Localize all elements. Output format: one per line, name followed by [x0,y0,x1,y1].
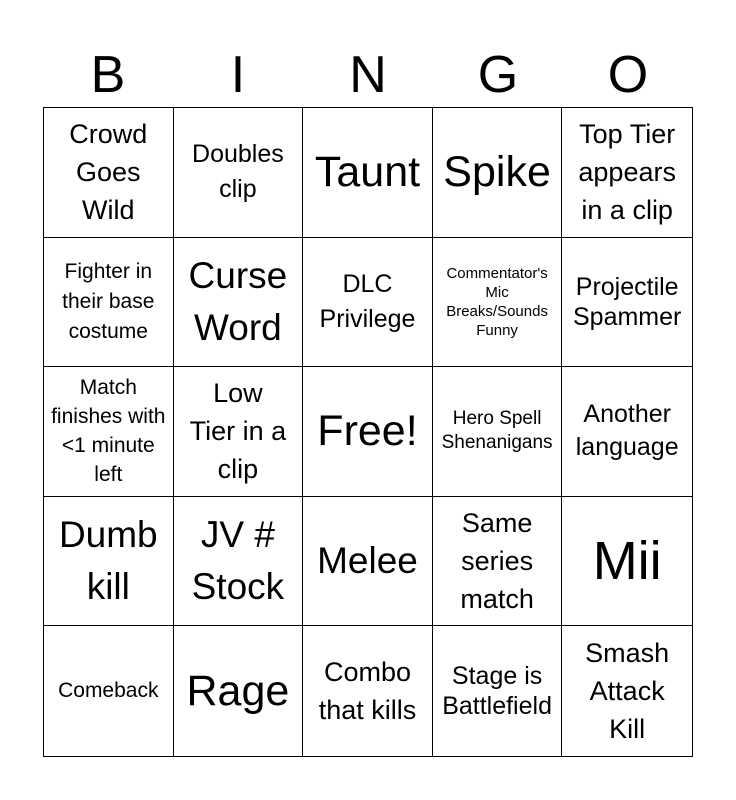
bingo-cell-r5c1[interactable] [44,626,174,756]
header-letter-n: N [349,46,387,104]
cell-label: Curse Word [188,254,288,348]
bingo-cell-r1c5[interactable] [562,108,692,238]
bingo-cell-r2c5[interactable] [562,238,692,368]
cell-label: Doubles clip [192,140,284,204]
cell-label: Hero Spell Shenanigans [441,408,553,454]
cell-label: Spike [443,148,551,197]
bingo-cell-r3c1[interactable] [44,367,174,497]
cell-label: Comeback [58,679,159,703]
bingo-cell-r1c4[interactable] [433,108,563,238]
cell-label: Commentator's Mic Breaks/Sounds Funny [446,264,548,339]
bingo-cell-r5c3[interactable] [303,626,433,756]
cell-label: Free! [317,407,418,456]
bingo-cell-r3c3[interactable] [303,367,433,497]
cell-label: Taunt [314,148,421,197]
bingo-cell-r4c1[interactable] [44,497,174,627]
cell-label: Melee [317,540,418,582]
bingo-cell-r4c3[interactable] [303,497,433,627]
bingo-cell-r1c3[interactable] [303,108,433,238]
bingo-board [43,107,693,757]
cell-label: Same series match [460,508,534,615]
header-letter-g: G [477,46,519,104]
cell-label: Another language [575,400,679,462]
bingo-cell-r1c2[interactable] [174,108,304,238]
bingo-header [43,44,693,106]
cell-label: Smash Attack Kill [585,638,670,745]
bingo-cell-r4c4[interactable] [433,497,563,627]
cell-label: Combo that kills [318,657,417,726]
header-letter-b: B [90,46,126,104]
bingo-cell-r3c4[interactable] [433,367,563,497]
header-letter-i: I [230,46,246,104]
cell-label: Match finishes with <1 minute left [51,376,166,487]
cell-label: DLC Privilege [319,269,416,333]
bingo-cell-r5c4[interactable] [433,626,563,756]
bingo-cell-r2c2[interactable] [174,238,304,368]
bingo-cell-r1c1[interactable] [44,108,174,238]
cell-label: JV # Stock [191,514,285,608]
cell-label: Rage [186,667,290,716]
bingo-cell-r3c5[interactable] [562,367,692,497]
bingo-cell-r2c4[interactable] [433,238,563,368]
cell-label: Stage is Battlefield [442,662,552,721]
cell-label: Fighter in their base costume [62,259,155,343]
bingo-cell-r3c2[interactable] [174,367,304,497]
cell-label: Mii [592,531,662,592]
bingo-cell-r2c1[interactable] [44,238,174,368]
cell-label: Crowd Goes Wild [69,119,148,226]
bingo-cell-r4c5[interactable] [562,497,692,627]
cell-label: Low Tier in a clip [189,378,287,485]
bingo-cell-r5c5[interactable] [562,626,692,756]
cell-label: Dumb kill [58,514,158,608]
bingo-cell-r4c2[interactable] [174,497,304,627]
cell-label: Top Tier appears in a clip [578,119,676,226]
cell-label: Projectile Spammer [573,272,682,331]
header-letter-o: O [607,46,649,104]
bingo-cell-r2c3[interactable] [303,238,433,368]
bingo-cell-r5c2[interactable] [174,626,304,756]
